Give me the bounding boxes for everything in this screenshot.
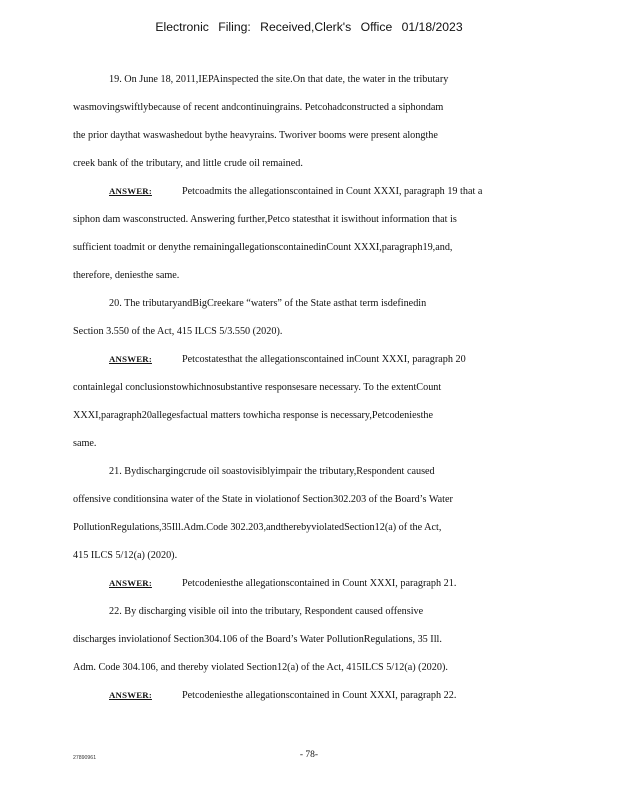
body-line: XXXI,paragraph20allegesfactual matters towhicha response is necessary,Petcodeniesthe	[73, 410, 434, 421]
answer-line	[109, 185, 579, 198]
answer-text: Petcodeniesthe allegationscontained in Count XXXI, paragraph 21.	[181, 578, 457, 589]
answer-label: ANSWER:	[109, 354, 152, 364]
body-line: 22. By discharging visible oil into the tributary, Respondent caused offensive	[109, 606, 424, 617]
filing-header: Electronic Filing: Received,Clerk's Office 01/18/2023	[155, 20, 463, 34]
body-line: siphon dam wasconstructed. Answering further,Petco statesthat it iswithout information that is	[73, 214, 457, 225]
answer-line	[109, 577, 579, 590]
body-line: Adm. Code 304.106, and thereby violated Section12(a) of the Act, 415ILCS 5/12(a) (2020).	[73, 662, 448, 673]
body-line: Section 3.550 of the Act, 415 ILCS 5/3.550 (2020).	[73, 326, 283, 337]
body-line: discharges inviolationof Section304.106 of the Board’s Water PollutionRegulations, 35 Ill.	[73, 634, 442, 645]
body-line: creek bank of the tributary, and little crude oil remained.	[73, 158, 303, 169]
body-line: containlegal conclusionstowhichnosubstantive responsesare necessary. To the extentCount	[73, 382, 442, 393]
body-line: PollutionRegulations,35Ill.Adm.Code 302.203,andtherebyviolatedSection12(a) of the Act,	[73, 522, 442, 533]
body-line: 19. On June 18, 2011,IEPAinspected the site.On that date, the water in the tributary	[109, 74, 449, 85]
body-line: therefore, deniesthe same.	[73, 270, 180, 281]
answer-line	[109, 353, 579, 366]
answer-label: ANSWER:	[109, 578, 152, 588]
document-id: 27890961	[73, 755, 97, 761]
answer-text: Petcoadmits the allegationscontained in Count XXXI, paragraph 19 that a	[181, 186, 483, 197]
answer-line	[109, 689, 579, 702]
body-line: sufficient toadmit or denythe remainingallegationscontainedinCount XXXI,paragraph19,and,	[73, 242, 453, 253]
body-line: offensive conditionsina water of the State in violationof Section302.203 of the Board’s Water	[73, 494, 453, 505]
answer-text: Petcostatesthat the allegationscontained inCount XXXI, paragraph 20	[181, 354, 466, 365]
body-line: 20. The tributaryandBigCreekare “waters” of the State asthat term isdefinedin	[109, 298, 427, 309]
body-line: 415 ILCS 5/12(a) (2020).	[73, 550, 178, 561]
body-line: same.	[73, 438, 97, 449]
page-number: - 78-	[299, 750, 319, 760]
answer-text: Petcodeniesthe allegationscontained in Count XXXI, paragraph 22.	[181, 690, 457, 701]
body-line: 21. Bydischargingcrude oil soastovisiblyimpair the tributary,Respondent caused	[109, 466, 435, 477]
answer-label: ANSWER:	[109, 690, 152, 700]
body-line: the prior daythat waswashedout bythe heavyrains. Tworiver booms were present alongthe	[73, 130, 438, 141]
answer-label: ANSWER:	[109, 186, 152, 196]
body-line: wasmovingswiftlybecause of recent andcontinuingrains. Petcohadconstructed a siphondam	[73, 102, 444, 113]
